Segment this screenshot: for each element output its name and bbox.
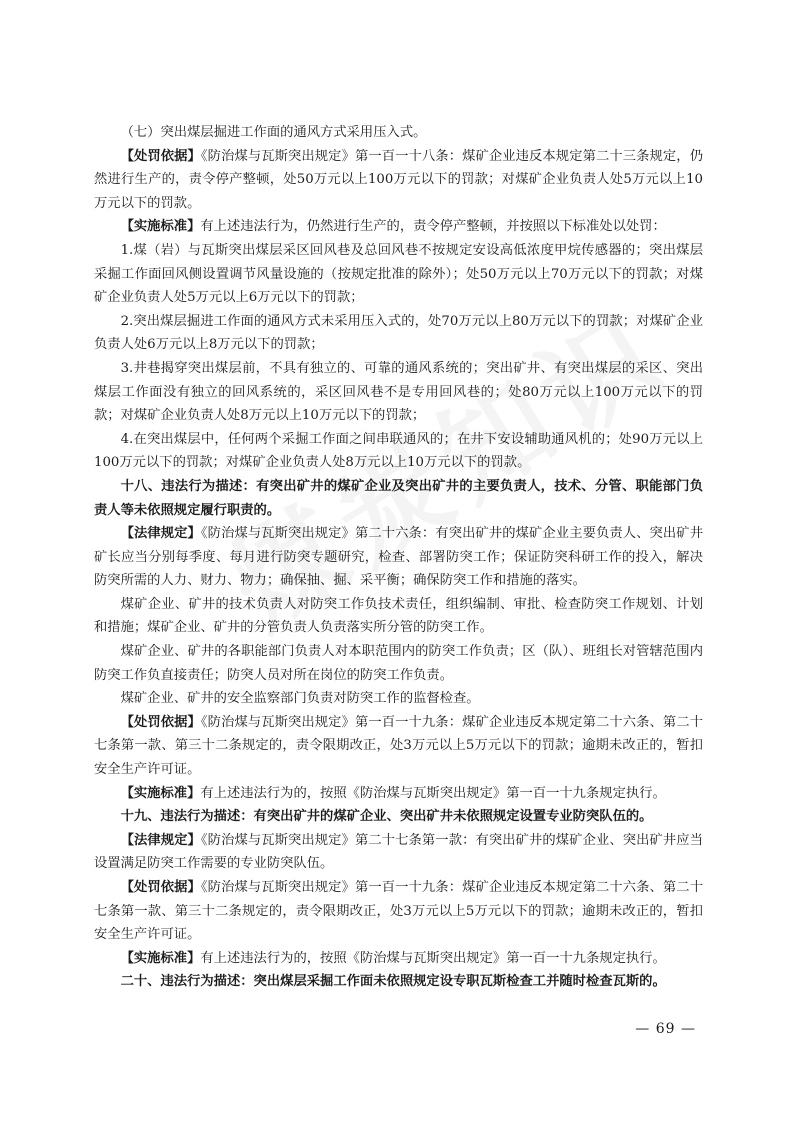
section-label: 【处罚依据】 xyxy=(120,148,201,164)
page-number: — 69 — xyxy=(635,1021,696,1037)
list-item: 3.井巷揭穿突出煤层前，不具有独立的、可靠的通风系统的；突出矿井、有突出煤层的采区、突出煤层工作面没有独立的回风系统的，采区回风巷不是专用回风巷的；处80万元以上100万元以下的罚款；对煤矿企业负责人处8万元以上10万元以下的罚款； xyxy=(94,360,703,424)
section-heading: 十八、违法行为描述：有突出矿井的煤矿企业及突出矿井的主要负责人，技术、分管、职能部门负责人等未依照规定履行职责的。 xyxy=(94,478,703,518)
penalty-basis-paragraph: 【处罚依据】《防治煤与瓦斯突出规定》第一百一十八条：煤矿企业违反本规定第二十三条规定，仍然进行生产的，责令停产整顿，处50万元以上100万元以下的罚款；对煤矿企业负责人处5万元以上10万元以下的罚款。 xyxy=(94,148,703,211)
paragraph: （七）突出煤层掘进工作面的通风方式采用压入式。 xyxy=(120,125,427,140)
document-body xyxy=(94,121,703,994)
section-label: 【处罚依据】 xyxy=(120,714,201,730)
list-item: 4.在突出煤层中，任何两个采掘工作面之间串联通风的；在井下安设辅助通风机的；处90万元以上100万元以下的罚款；对煤矿企业负责人处8万元以上10万元以下的罚款。 xyxy=(94,431,703,471)
paragraph: 煤矿企业、矿井的技术负责人对防突工作负技术责任，组织编制、审批、检查防突工作规划、计划和措施；煤矿企业、矿井的分管负责人负责落实所分管的防突工作。 xyxy=(94,596,703,636)
penalty-basis-paragraph: 【处罚依据】《防治煤与瓦斯突出规定》第一百一十九条：煤矿企业违反本规定第二十六条、第二十七条第一款、第三十二条规定的，责令限期改正，处3万元以上5万元以下的罚款；逾期未改正的，暂扣安全生产许可证。 xyxy=(94,880,703,943)
penalty-basis-paragraph: 【处罚依据】《防治煤与瓦斯突出规定》第一百一十九条：煤矿企业违反本规定第二十六条、第二十七条第一款、第三十二条规定的，责令限期改正，处3万元以上5万元以下的罚款；逾期未改正的，暂扣安全生产许可证。 xyxy=(94,714,703,778)
implementation-standard-paragraph: 【实施标准】有上述违法行为的，按照《防治煤与瓦斯突出规定》第一百一十九条规定执行。 xyxy=(120,950,666,966)
section-heading: 十九、违法行为描述：有突出矿井的煤矿企业、突出矿井未依照规定设置专业防突队伍的。 xyxy=(120,809,653,825)
section-label: 【实施标准】 xyxy=(120,219,201,235)
legal-provision-paragraph: 【法律规定】《防治煤与瓦斯突出规定》第二十六条：有突出矿井的煤矿企业主要负责人、突出矿井矿长应当分别每季度、每月进行防突专题研究，检查、部署防突工作；保证防突科研工作的投入，解决防突所需的人力、财力、物力；确保抽、掘、采平衡；确保防突工作和措施的落实。 xyxy=(94,526,703,589)
section-label: 【法律规定】 xyxy=(120,526,201,542)
implementation-standard-paragraph: 【实施标准】有上述违法行为的，按照《防治煤与瓦斯突出规定》第一百一十九条规定执行。 xyxy=(120,785,666,801)
section-label: 【法律规定】 xyxy=(120,832,201,848)
section-label: 【处罚依据】 xyxy=(120,880,201,895)
section-label: 【实施标准】 xyxy=(120,785,201,801)
paragraph: 煤矿企业、矿井的各职能部门负责人对本职范围内的防突工作负责；区（队）、班组长对管辖范围内防突工作负直接责任；防突人员对所在岗位的防突工作负责。 xyxy=(94,644,703,683)
section-label: 【实施标准】 xyxy=(120,950,201,966)
legal-provision-paragraph: 【法律规定】《防治煤与瓦斯突出规定》第二十七条第一款：有突出矿井的煤矿企业、突出矿井应当设置满足防突工作需要的专业防突队伍。 xyxy=(94,832,703,872)
list-item: 2.突出煤层掘进工作面的通风方式未采用压入式的，处70万元以上80万元以下的罚款；对煤矿企业负责人处6万元以上8万元以下的罚款； xyxy=(94,313,703,353)
implementation-standard-paragraph: 【实施标准】有上述违法行为，仍然进行生产的，责令停产整顿，并按照以下标准处以处罚： xyxy=(120,219,666,235)
paragraph: 煤矿企业、矿井的安全监察部门负责对防突工作的监督检查。 xyxy=(120,691,480,707)
list-item: 1.煤（岩）与瓦斯突出煤层采区回风巷及总回风巷不按规定安设高低浓度甲烷传感器的；突出煤层采掘工作面回风侧设置调节风量设施的（按规定批准的除外）；处50万元以上70万元以下的罚款；对煤矿企业负责人处5万元以上6万元以下的罚款； xyxy=(94,242,703,306)
section-heading: 二十、违法行为描述：突出煤层采掘工作面未依照规定设专职瓦斯检查工并随时检查瓦斯的。 xyxy=(120,974,666,990)
